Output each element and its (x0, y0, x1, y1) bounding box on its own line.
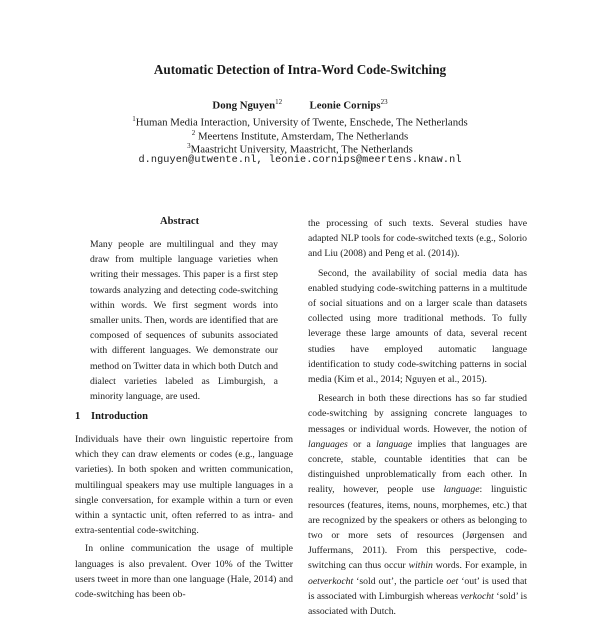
author-line (0, 98, 600, 112)
author-name: Dong Nguyen (212, 99, 276, 112)
left-column-body (75, 432, 293, 602)
affiliation: $^3$Maastricht University, Maastricht, The Netherlands (187, 142, 413, 156)
abstract-text: Many people are multilingual and they may draw from multiple language varieties when writing their messages. This paper is a first step towards analyzing and detecting code-switching within words. We first segment words into smaller units. Then, words are identified that are composed of sequences of subunits associated with different languages. We demonstrate our method on Twitter data in which both Dutch and dialect varieties labeled as Limburgish, a minority language, are used. (90, 239, 279, 403)
paragraph: Second, the availability of social media data has enabled studying code-switching patterns in a multitude of social situations and on a larger scale than datasets collected using more traditional methods. To fully leverage these large amounts of data, several recent studies have employed automatic language identification to study code-switching patterns in social media (Kim et al., 2014; Nguyen et al., 2015). (308, 267, 527, 386)
paragraph: Individuals have their own linguistic repertoire from which they can draw elements or codes (e.g., language varieties). In both spoken and written communication, multilingual speakers may use multiple languages in a single conversation, for example within a turn or even within a syntactic unit, often referred to as intra- and extra-sentential code-switching. (75, 434, 293, 537)
affiliation: $^1$Human Media Interaction, University of Twente, Enschede, The Netherlands (132, 115, 468, 129)
abstract-body (90, 237, 278, 404)
abstract-heading: Abstract (160, 216, 200, 227)
author-emails: d.nguyen@utwente.nl, leonie.cornips@meertens.knaw.nl (138, 155, 462, 166)
author-name: Leonie Cornips (309, 99, 381, 112)
author-affil-marker: 23 (380, 98, 388, 106)
paragraph: In online communication the usage of multiple languages is also prevalent. Over 10% of the Twitter users tweet in more than one language (Hale, 2014) and code-switching has been ob- (75, 543, 293, 601)
paper-title: Automatic Detection of Intra-Word Code-Switching (153, 62, 447, 77)
author-affil-marker: 12 (275, 98, 283, 106)
section-heading (75, 411, 148, 422)
paragraph: the processing of such texts. Several studies have adapted NLP tools for code-switched texts (e.g., Solorio and Liu (2008) and Peng et al. (2014)). (308, 218, 527, 260)
section-title: Introduction (91, 411, 148, 422)
paragraph: Research in both these directions has so far studied code-switching by assigning concrete languages to messages or individual words. However, the notion of languages or a language implies that languages are concrete, stable, countable identities that can be distinguished unproblematically from each other. In reality, however, people use language: linguistic resources (features, items, nouns, morphemes, etc.) that are recognized by the speakers or others as belonging to two or more sets of resources (Jørgensen and Juffermans, 2011). From this perspective, code-switching can thus occur within words. For example, in oetverkocht ‘sold out’, the particle oet ‘out’ is used that is associated with Limburgish whereas verkocht ‘sold’ is associated with Dutch. (308, 393, 528, 618)
affiliation: $^2$ Meertens Institute, Amsterdam, The Netherlands (191, 129, 409, 143)
section-number: 1 (75, 411, 81, 422)
right-column-body (308, 216, 527, 619)
